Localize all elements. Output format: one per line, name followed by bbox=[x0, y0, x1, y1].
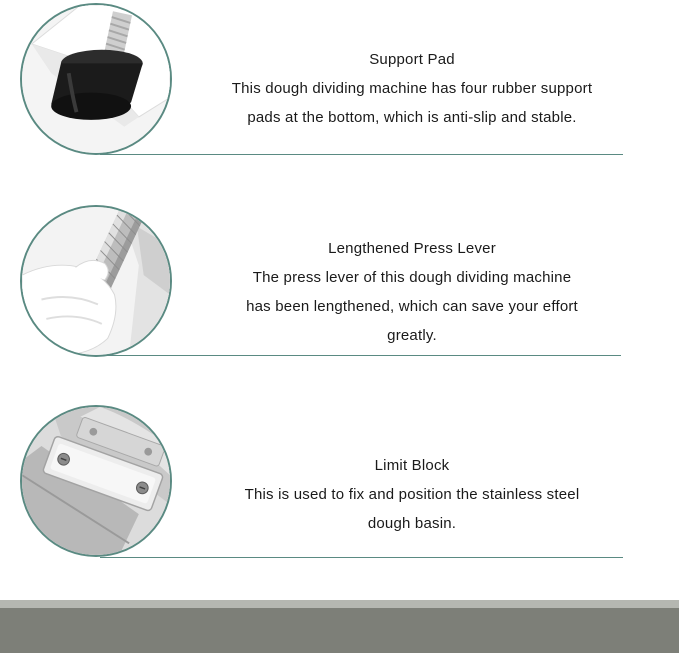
footer-bar bbox=[0, 608, 679, 653]
footer-highlight-bar bbox=[0, 600, 679, 608]
feature-description-line: greatly. bbox=[387, 327, 437, 344]
feature-description-line: pads at the bottom, which is anti-slip and stable. bbox=[247, 109, 577, 126]
feature-description-line: This dough dividing machine has four rubber support bbox=[231, 80, 593, 97]
limit-block-photo bbox=[20, 405, 172, 557]
divider-line bbox=[100, 557, 623, 558]
feature-description-line: dough basin. bbox=[367, 515, 457, 532]
limit-block-text bbox=[200, 451, 624, 538]
feature-title: Limit Block bbox=[374, 457, 450, 474]
feature-title: Lengthened Press Lever bbox=[328, 240, 496, 257]
feature-description-line: This is used to fix and position the stainless steel bbox=[244, 486, 580, 503]
limit-block-illustration bbox=[22, 407, 170, 555]
feature-title: Support Pad bbox=[369, 51, 455, 68]
feature-description-line: has been lengthened, which can save your effort bbox=[246, 298, 578, 315]
feature-description-line: The press lever of this dough dividing machine bbox=[252, 269, 572, 286]
